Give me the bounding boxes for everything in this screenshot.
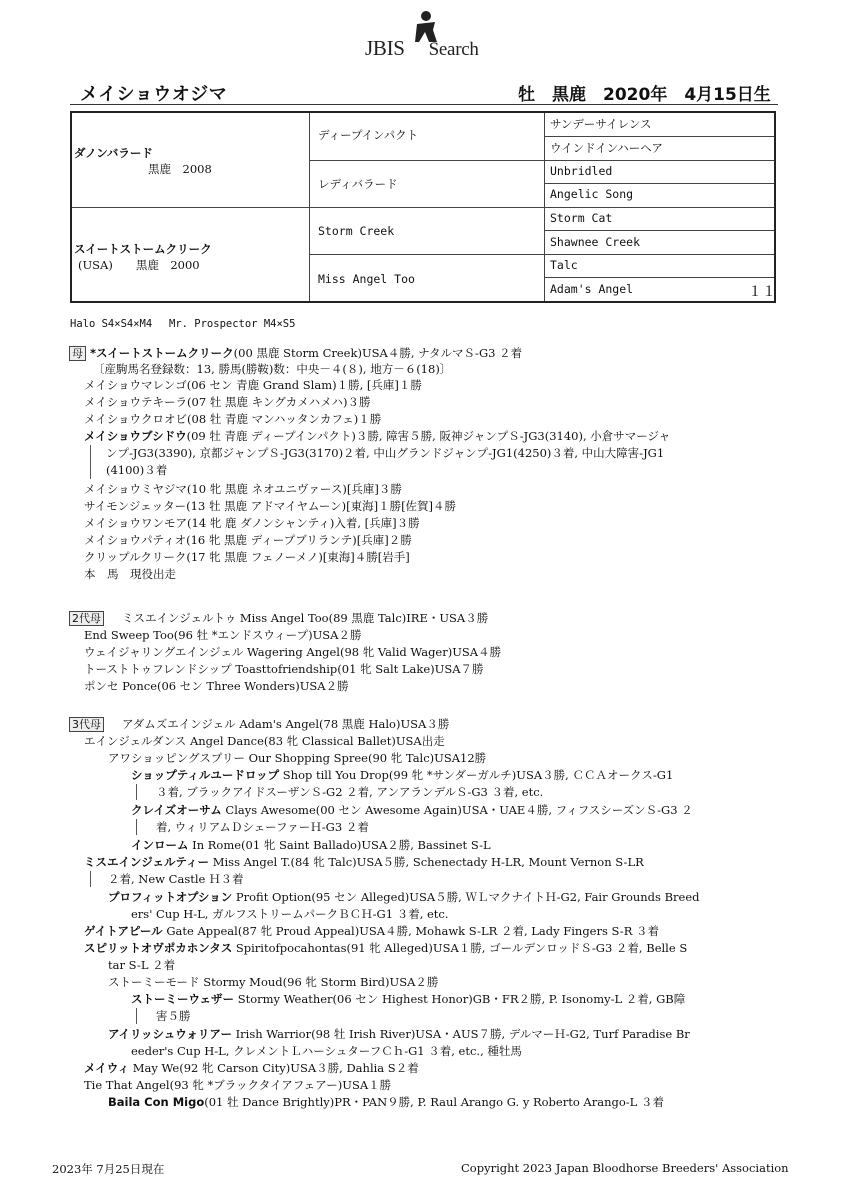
dam-foal-8: メイショウパティオ(16 牝 黒鹿 ディープブリランテ)[兵庫]２勝 [84, 533, 412, 547]
third-dam-foal-4: スピリットオヴポカホンタス Spiritofpocahontas(91 牝 Alleged)USA１勝, ゴールデンロッドＳ-G3 ２着, Belle S [84, 941, 688, 955]
third-dam-foal-5: メイウィ May We(92 牝 Carson City)USA３勝, Dahlia S２着 [84, 1061, 419, 1075]
gen3-1: サンデーサイレンス [550, 117, 652, 131]
dam-foal-4: メイショウブシドウ(09 牡 青鹿 ディープインパクト)３勝, 障害５勝, 阪神ジャンプＳ-JG3(3140), 小倉サマージャ [84, 429, 671, 443]
sire-detail: 黒鹿 2008 [148, 162, 212, 176]
dam-foal-4-cont1: ンプ-JG3(3390), 京都ジャンプＳ-JG3(3170)２着, 中山グランドジャンプ-JG1(4250)３着, 中山大障害-JG1 [106, 446, 665, 460]
footer-date: 2023年 7月25日現在 [52, 1162, 165, 1176]
third-dam-gfoal-2-cont: ers' Cup H-L, ガルフストリームパークＢＣＨ-G1 ３着, etc. [131, 907, 449, 921]
dam-foal-6: サイモンジェッター(13 牡 黒鹿 アドマイヤムーン)[東海]１勝[佐賀]４勝 [84, 499, 457, 513]
horse-info: 牡 黒鹿 2020年 4月15日生 [518, 85, 771, 105]
second-dam-foal-2: ウェイジャリングエインジェル Wagering Angel(98 牝 Valid Wager)USA４勝 [84, 645, 502, 659]
indent-bar [136, 784, 137, 800]
gen3-section-tag: 3代母 [69, 717, 104, 732]
row-divider-q1 [309, 160, 774, 161]
row-divider-half [72, 207, 774, 208]
indent-bar [90, 871, 91, 887]
dam-detail: (USA) 黒鹿 2000 [78, 258, 200, 272]
gen2-2: レディバラード [318, 177, 398, 191]
row-divider-e3 [544, 183, 774, 184]
third-dam-foal-1: エインジェルダンス Angel Dance(83 牝 Classical Ballet)USA出走 [84, 734, 445, 748]
gen2-4: Miss Angel Too [318, 272, 415, 286]
dam-foal-9: クリップルクリーク(17 牝 黒鹿 フェノーメノ)[東海]４勝[岩手] [84, 550, 410, 564]
third-dam-ggfoal-4: ストーミーウェザー Stormy Weather(06 セン Highest Honor)GB・FR２勝, P. Isonomy-L ２着, GB障 [131, 992, 686, 1006]
third-dam-foal-6: Tie That Angel(93 牝 *ブラックタイアフェアー)USA１勝 [84, 1078, 392, 1092]
third-dam-foal-3: ゲイトアピール Gate Appeal(87 牝 Proud Appeal)USA４勝, Mohawk S-LR ２着, Lady Fingers S-R ３着 [84, 924, 660, 938]
gen3-2: ウインドインハーヘア [550, 141, 663, 155]
third-dam-gfoal-5: Baila Con Migo(01 牡 Dance Brightly)PR・PAN９勝, P. Raul Arango G. y Roberto Arango-L ３着 [108, 1095, 664, 1109]
logo-text-search: Search [428, 39, 479, 60]
second-dam-foal-1: End Sweep Too(96 牡 *エンドスウィープ)USA２勝 [84, 628, 362, 642]
dam-foal-7: メイショウワンモア(14 牝 鹿 ダノンシャンティ)入着, [兵庫]３勝 [84, 516, 420, 530]
gen3-3: Unbridled [550, 164, 613, 178]
third-dam-ggfoal-3: インローム In Rome(01 牝 Saint Ballado)USA２勝, Bassinet S-L [131, 838, 491, 852]
third-dam-foal-2: ミスエインジェルティー Miss Angel T.(84 牝 Talc)USA５勝, Schenectady H-LR, Mount Vernon S-LR [84, 855, 644, 869]
jbis-logo [365, 10, 495, 58]
third-dam-gfoal-4: アイリッシュウォリアー Irish Warrior(98 牡 Irish River)USA・AUS７勝, デルマーＨ-G2, Turf Paradise Br [108, 1027, 690, 1041]
second-dam-foal-3: トーストトゥフレンドシップ Toasttofriendship(01 牝 Salt Lake)USA７勝 [84, 662, 484, 676]
row-divider-e1 [544, 136, 774, 137]
second-dam-line: ミスエインジェルトゥ Miss Angel Too(89 黒鹿 Talc)IRE・USA３勝 [122, 611, 489, 625]
third-dam-gfoal-3: ストーミーモード Stormy Moud(96 牝 Storm Bird)USA２勝 [108, 975, 439, 989]
indent-bar [136, 819, 137, 835]
dam-stats: 〔産駒馬名登録数：13, 勝馬(勝鞍)数：中央－４(８), 地方－６(18)〕 [93, 362, 452, 376]
dam-line: *スイートストームクリーク(00 黒鹿 Storm Creek)USA４勝, ナタルマＳ-G3 ２着 [90, 346, 523, 360]
gen3-7: Talc [550, 258, 578, 272]
footer-copyright: Copyright 2023 Japan Bloodhorse Breeders' Association [461, 1161, 789, 1175]
horse-name: メイショウオジマ [80, 84, 228, 105]
sire-name: ダノンバラード [74, 146, 153, 160]
gen3-4: Angelic Song [550, 187, 634, 201]
third-dam-ggfoal-1: ショップティルユードロップ Shop till You Drop(99 牝 *サンダーガルチ)USA３勝, ＣＣＡオークス-G1 [131, 768, 674, 782]
pedigree-number: １１ [748, 284, 776, 300]
inbreeding: Halo S4×S4×M4 Mr. Prospector M4×S5 [70, 318, 296, 330]
third-dam-foal-4-cont: tar S-L ２着 [108, 958, 176, 972]
gen2-section-tag: 2代母 [69, 611, 104, 626]
third-dam-foal-2-cont: ２着, New Castle Ｈ３着 [108, 872, 244, 886]
third-dam-line: アダムズエインジェル Adam's Angel(78 黒鹿 Halo)USA３勝 [122, 717, 450, 731]
row-divider-e7 [544, 277, 774, 278]
gen3-8: Adam's Angel [550, 282, 634, 296]
gen3-5: Storm Cat [550, 211, 613, 225]
gen2-1: ディープインパクト [318, 128, 419, 142]
dam-foal-2: メイショウテキーラ(07 牡 黒鹿 キングカメハメハ)３勝 [84, 395, 371, 409]
gen3-6: Shawnee Creek [550, 235, 641, 249]
pedigree-table [70, 111, 776, 303]
third-dam-gfoal-4-cont: eeder's Cup H-L, クレメントＬハーシュターフＣｈ-G1 ３着, etc., 種牡馬 [131, 1044, 522, 1058]
indent-bar [90, 445, 91, 479]
dam-foal-3: メイショウクロオビ(08 牡 青鹿 マンハッタンカフェ)１勝 [84, 412, 382, 426]
row-divider-q3 [309, 254, 774, 255]
this-horse-line: 本 馬 現役出走 [84, 567, 176, 581]
third-dam-ggfoal-2: クレイズオーサム Clays Awesome(00 セン Awesome Again)USA・UAE４勝, フィフスシーズンＳ-G3 ２ [131, 803, 693, 817]
row-divider-e5 [544, 230, 774, 231]
third-dam-gfoal-2: プロフィットオプション Profit Option(95 セン Alleged)USA５勝, ＷＬマクナイトＨ-G2, Fair Grounds Breed [108, 890, 700, 904]
third-dam-ggfoal-4-cont: 害５勝 [156, 1009, 191, 1023]
third-dam-gfoal-1: アワショッピングスプリー Our Shopping Spree(90 牝 Talc)USA12勝 [108, 751, 487, 765]
third-dam-ggfoal-2-cont: 着, ウィリアムＤシェーファーＨ-G3 ２着 [156, 820, 369, 834]
dam-section-tag: 母 [69, 346, 86, 361]
dam-foal-4-cont2: (4100)３着 [106, 463, 168, 477]
dam-foal-5: メイショウミヤジマ(10 牝 黒鹿 ネオユニヴァース)[兵庫]３勝 [84, 482, 402, 496]
dam-name: スイートストームクリーク [74, 242, 212, 256]
third-dam-ggfoal-1-cont: ３着, ブラックアイドスーザンＳ-G2 ２着, アンアランデルＳ-G3 ３着, etc. [156, 785, 544, 799]
gen2-3: Storm Creek [318, 224, 395, 238]
dam-foal-1: メイショウマレンゴ(06 セン 青鹿 Grand Slam)１勝, [兵庫]１勝 [84, 378, 422, 392]
indent-bar [136, 1008, 137, 1024]
second-dam-foal-4: ポンセ Ponce(06 セン Three Wonders)USA２勝 [84, 679, 349, 693]
header-rule [70, 104, 778, 105]
logo-text-jbis: JBIS [365, 36, 405, 60]
